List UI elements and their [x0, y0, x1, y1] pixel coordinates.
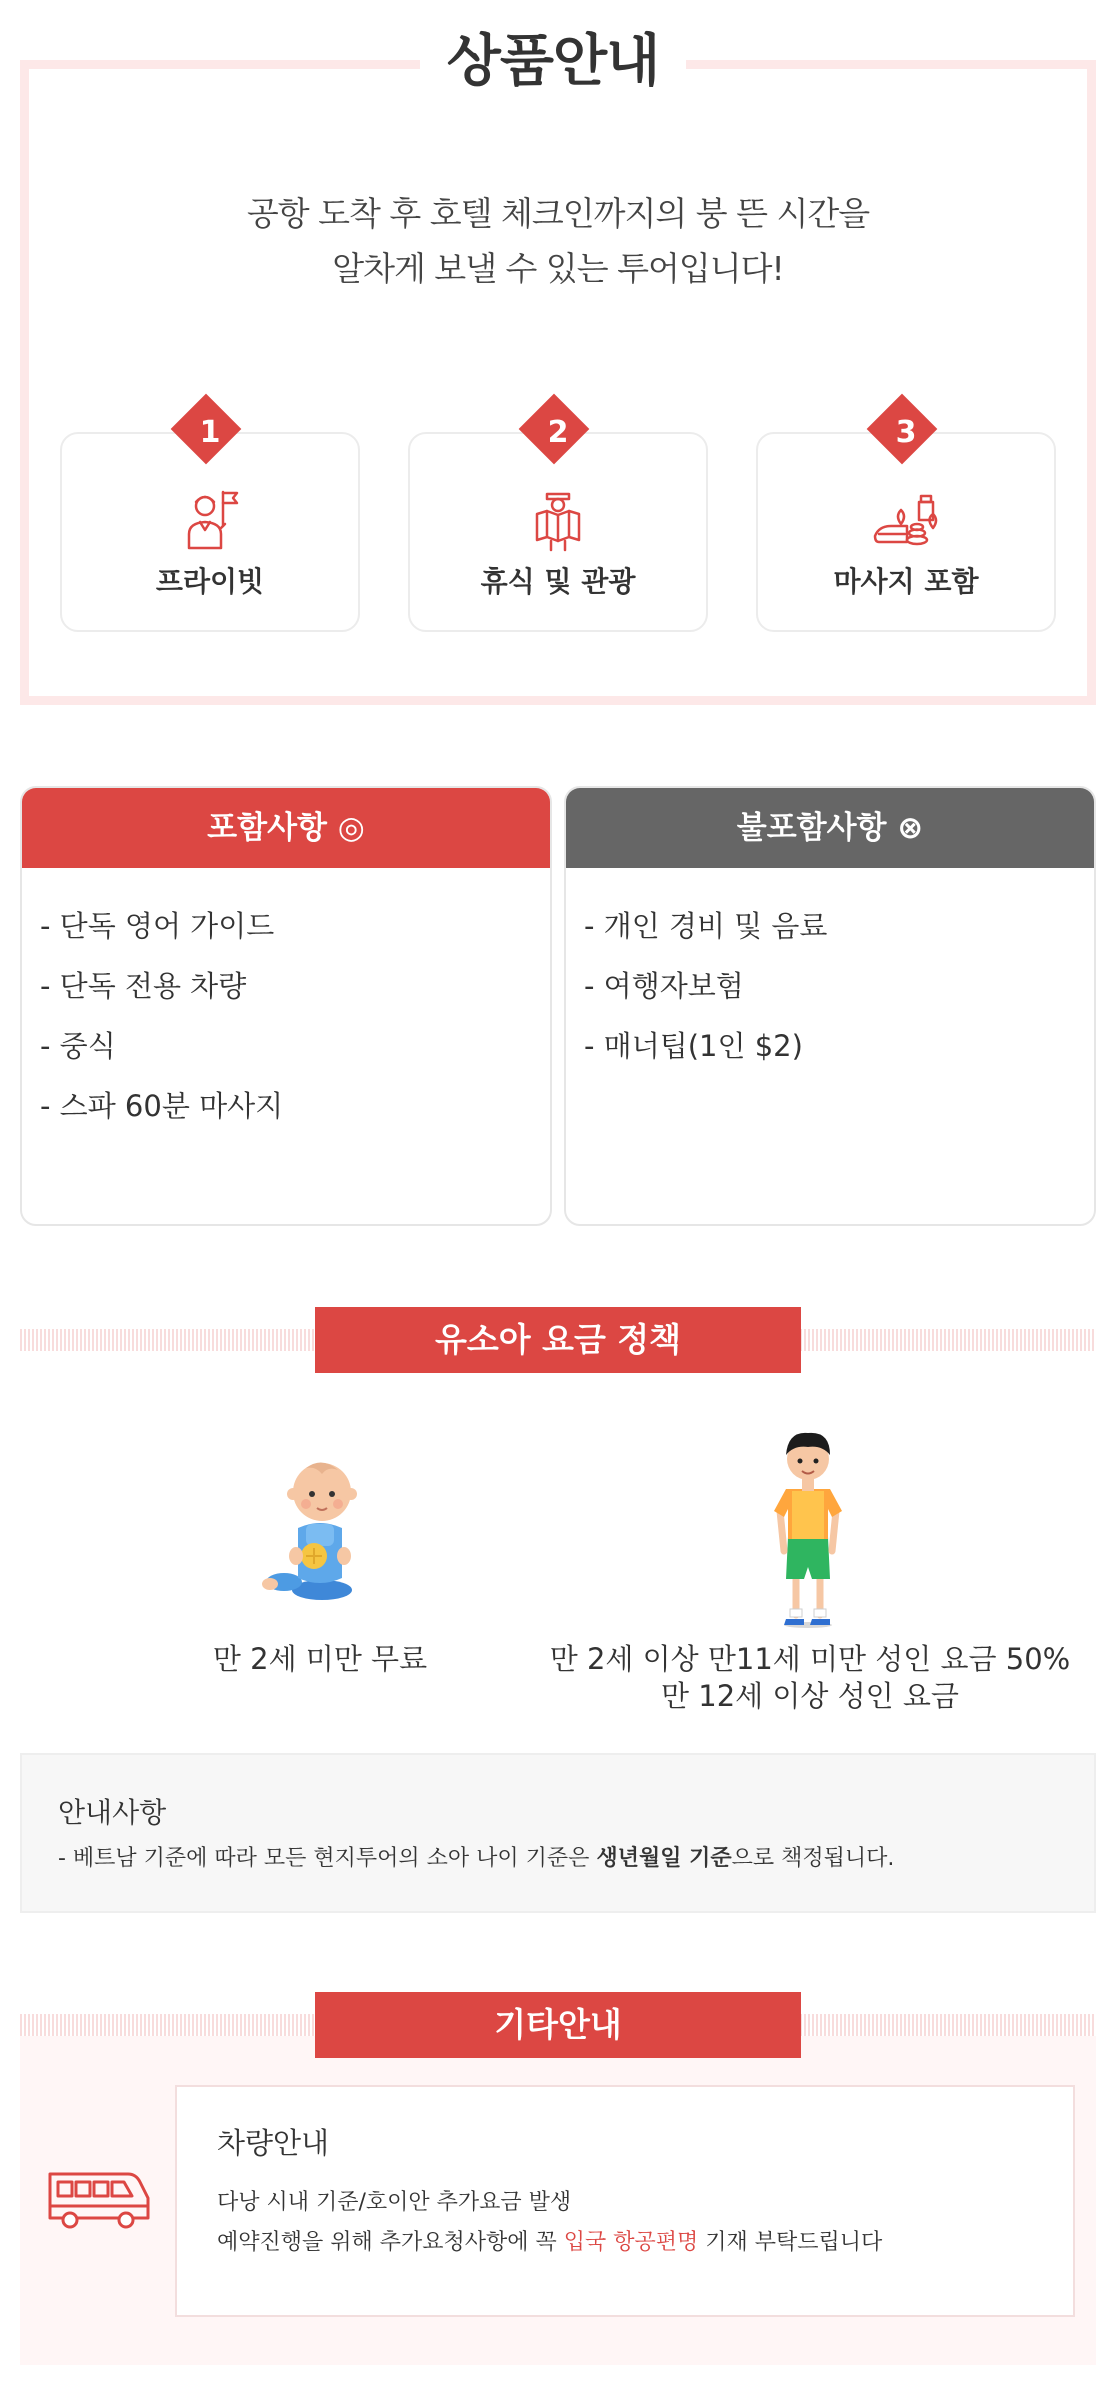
excluded-list — [566, 868, 1094, 1076]
van-icon — [46, 2166, 152, 2230]
spa-stones-icon — [871, 484, 941, 554]
vehicle-info-card — [175, 2085, 1075, 2317]
excluded-item: - 매너팁(1인 $2) — [584, 1029, 803, 1063]
child-caption-line-2: 만 12세 이상 성인 요금 — [661, 1679, 959, 1713]
included-header: 포함사항 ◎ — [22, 788, 550, 868]
vehicle-line-part: 기재 부탁드립니다 — [698, 2230, 883, 2255]
feature-card-rest-tour — [408, 415, 708, 632]
vehicle-info-title: 차량안내 — [217, 2126, 330, 2160]
notice-text — [58, 1841, 894, 1872]
other-info-header: 기타안내 — [315, 1992, 801, 2058]
included-item: - 중식 — [40, 1029, 116, 1063]
included-box — [20, 786, 552, 1226]
child-policy-header: 유소아 요금 정책 — [315, 1307, 801, 1373]
feature-number: 3 — [895, 415, 917, 450]
child-caption — [510, 1641, 1110, 1715]
feature-label: 마사지 포함 — [833, 565, 979, 598]
excluded-item: - 개인 경비 및 음료 — [584, 909, 828, 943]
feature-card-massage — [756, 415, 1056, 632]
intro-line-2: 알차게 보낼 수 있는 투어입니다! — [332, 249, 784, 288]
vehicle-info-line-1: 다낭 시내 기준/호이안 추가요금 발생 — [217, 2190, 572, 2215]
included-list — [22, 868, 550, 1136]
infant-caption: 만 2세 미만 무료 — [212, 1642, 428, 1676]
notice-box — [20, 1753, 1096, 1913]
tourist-with-map-icon — [523, 484, 593, 554]
feature-label: 프라이빗 — [155, 565, 265, 598]
notice-text-part: 으로 책정됩니다. — [731, 1846, 895, 1871]
feature-number: 1 — [199, 415, 221, 450]
intro-line-1: 공항 도착 후 호텔 체크인까지의 붕 뜬 시간을 — [246, 194, 870, 233]
excluded-box — [564, 786, 1096, 1226]
feature-label: 휴식 및 관광 — [480, 565, 636, 598]
notice-title: 안내사항 — [58, 1796, 167, 1829]
included-item: - 단독 영어 가이드 — [40, 909, 275, 943]
vehicle-info-line-2 — [217, 2225, 882, 2256]
excluded-item: - 여행자보험 — [584, 969, 744, 1003]
child-caption-line-1: 만 2세 이상 만11세 미만 성인 요금 50% — [549, 1642, 1071, 1676]
notice-text-part: - 베트남 기준에 따라 모든 현지투어의 소아 나이 기준은 — [58, 1846, 597, 1871]
child-illustration — [770, 1425, 846, 1629]
product-info-title: 상품안내 — [420, 22, 686, 102]
excluded-header: 불포함사항 ⊗ — [566, 788, 1094, 868]
product-intro — [0, 186, 1116, 296]
guide-with-flag-icon — [175, 484, 245, 554]
included-item: - 단독 전용 차량 — [40, 969, 247, 1003]
flight-number-highlight: 입국 항공편명 — [563, 2230, 699, 2255]
notice-text-emphasis: 생년월일 기준 — [596, 1846, 732, 1871]
vehicle-line-part: 예약진행을 위해 추가요청사항에 꼭 — [217, 2230, 564, 2255]
included-item: - 스파 60분 마사지 — [40, 1089, 284, 1123]
baby-illustration — [262, 1452, 372, 1604]
feature-number: 2 — [547, 415, 569, 450]
feature-card-private — [60, 415, 360, 632]
